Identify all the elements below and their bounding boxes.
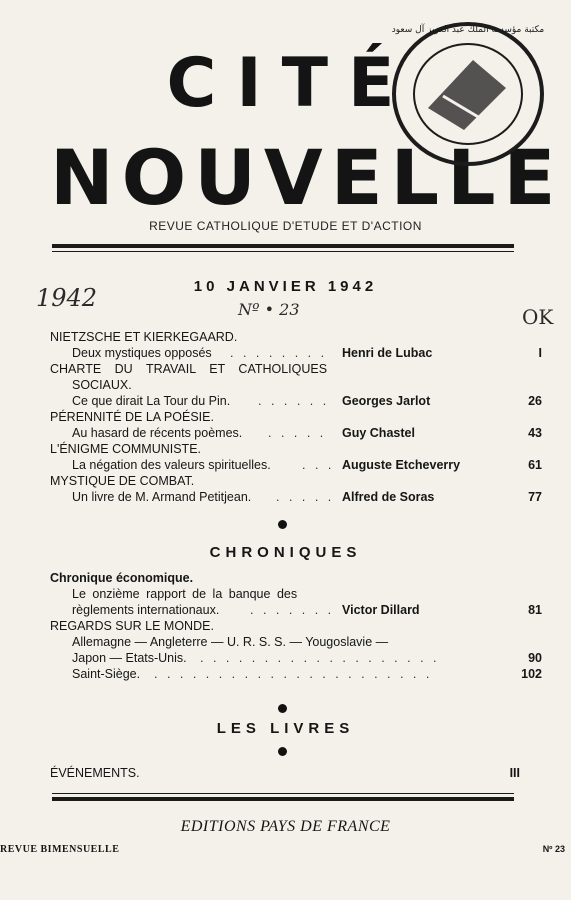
- toc-page: III: [509, 766, 520, 780]
- leader-dots: . . . . . . . . . . . . . . . . . . . . . .: [154, 667, 433, 681]
- toc-author: Guy Chastel: [342, 426, 415, 440]
- toc-author: Henri de Lubac: [342, 346, 433, 360]
- leader-dots: . . . . .: [276, 490, 334, 504]
- toc-entry: [50, 489, 542, 505]
- toc-page: I: [538, 346, 542, 360]
- toc-title-cont: SOCIAUX.: [72, 378, 132, 392]
- masthead-title-line2: NOUVELLE: [50, 133, 564, 222]
- chronique-title: REGARDS SUR LE MONDE.: [50, 619, 214, 633]
- leader-dots: . . . . . . . . . . . . . . . . . . .: [200, 651, 440, 665]
- chroniques-list: [50, 570, 542, 690]
- chronique-line: Allemagne — Angleterre — U. R. S. S. — Yougoslavie —: [72, 635, 389, 649]
- leader-dots: . . . . .: [268, 426, 327, 440]
- toc-subtitle: La négation des valeurs spirituelles.: [72, 458, 271, 472]
- evenements-list: [50, 765, 520, 785]
- toc-page: 102: [521, 667, 542, 681]
- issue-date: 10 JANVIER 1942: [193, 278, 378, 295]
- leader-dots: . . . . . .: [258, 394, 330, 408]
- leader-dots: . . . . . . . .: [230, 346, 328, 360]
- toc-title: L'ÉNIGME COMMUNISTE.: [50, 442, 202, 456]
- toc-entry: [50, 457, 542, 473]
- toc-page: 81: [528, 603, 542, 617]
- chronique-line: Saint-Siège.: [72, 667, 141, 681]
- footer-issue-number: Nº 23: [542, 844, 565, 854]
- handwritten-ok: OK: [522, 305, 554, 329]
- toc-subtitle: Un livre de M. Armand Petitjean.: [72, 490, 252, 504]
- chronique-line: Le onzième rapport de la banque des: [72, 587, 298, 601]
- masthead-title-line1: CITÉ: [166, 44, 415, 123]
- toc-entry: [50, 765, 520, 781]
- handwritten-number: Nº • 23: [238, 300, 300, 319]
- footer-periodicity: REVUE BIMENSUELLE: [0, 844, 120, 855]
- toc-page: 43: [528, 426, 542, 440]
- toc-entry: [50, 666, 542, 682]
- toc-page: 90: [528, 651, 542, 665]
- section-bullet: [278, 704, 287, 713]
- library-stamp: [388, 18, 548, 170]
- toc-author: Georges Jarlot: [342, 394, 431, 408]
- chronique-line: règlements internationaux.: [72, 603, 220, 617]
- toc-subtitle: Deux mystiques opposés: [72, 346, 212, 360]
- chronique-title: Chronique économique.: [50, 571, 194, 585]
- evenements-title: ÉVÉNEMENTS.: [50, 766, 140, 780]
- leader-dots: . . . . . . .: [250, 603, 334, 617]
- section-bullet: [278, 520, 287, 529]
- top-rule-thin: [52, 251, 514, 252]
- toc-subtitle: Ce que dirait La Tour du Pin.: [72, 394, 231, 408]
- toc-entry: [50, 602, 542, 618]
- toc-title: CHARTE DU TRAVAIL ET CATHOLIQUES: [50, 362, 328, 376]
- chronique-line: Japon — Etats-Unis.: [72, 651, 187, 665]
- livres-heading: LES LIVRES: [216, 720, 355, 737]
- bottom-rule-thin: [52, 793, 514, 794]
- toc-title: MYSTIQUE DE COMBAT.: [50, 474, 195, 488]
- toc-entry: [50, 393, 542, 409]
- toc-entry: [50, 425, 542, 441]
- toc-entry: [50, 345, 542, 361]
- leader-dots: . . .: [302, 458, 334, 472]
- stamp-text: مكتبة مؤسسة الملك عبد العزيز آل سعود: [391, 25, 545, 35]
- publisher: EDITIONS PAYS DE FRANCE: [180, 818, 391, 835]
- toc-subtitle: Au hasard de récents poèmes.: [72, 426, 243, 440]
- bottom-rule-thick: [52, 797, 514, 801]
- toc-title: PÉRENNITÉ DE LA POÉSIE.: [50, 410, 214, 424]
- chroniques-heading: CHRONIQUES: [209, 544, 362, 561]
- toc-title: NIETZSCHE ET KIERKEGAARD.: [50, 330, 238, 344]
- toc-entry: [50, 650, 542, 666]
- table-of-contents: [50, 329, 542, 529]
- section-bullet: [278, 747, 287, 756]
- toc-page: 26: [528, 394, 542, 408]
- masthead-subtitle: REVUE CATHOLIQUE D'ETUDE ET D'ACTION: [149, 219, 422, 233]
- toc-author: Auguste Etcheverry: [342, 458, 461, 472]
- top-rule-thick: [52, 244, 514, 248]
- toc-author: Victor Dillard: [342, 603, 420, 617]
- handwritten-year: 1942: [36, 284, 98, 312]
- toc-page: 61: [528, 458, 542, 472]
- toc-page: 77: [528, 490, 542, 504]
- toc-author: Alfred de Soras: [342, 490, 435, 504]
